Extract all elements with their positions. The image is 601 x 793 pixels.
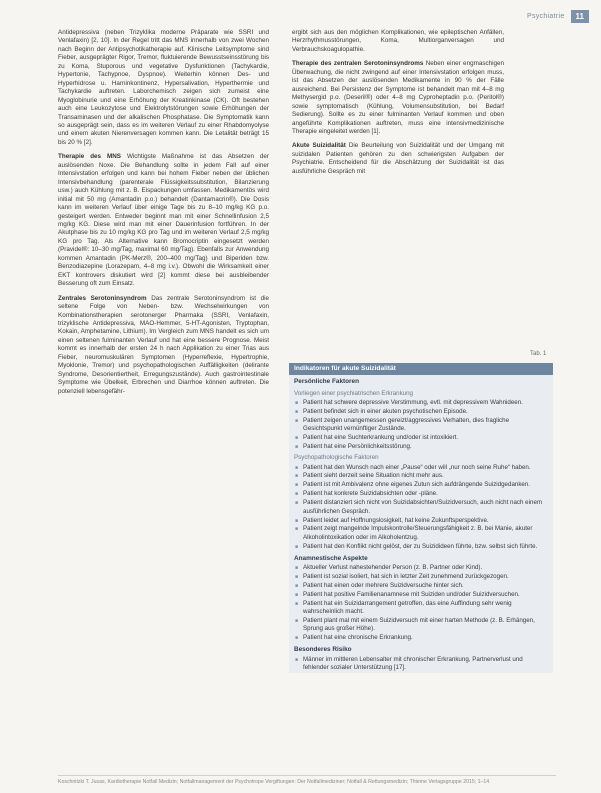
table-title: Indikatoren für akute Suizidalität [289, 363, 553, 375]
bullet-item: ■ Patient hat eine Suchterkrankung und/oder ist intoxikiert. [303, 434, 548, 443]
bullet-item: ■ Patient hat einen oder mehrere Suizidversuche hinter sich. [303, 582, 548, 591]
paragraph [58, 29, 269, 147]
paragraph [58, 153, 269, 288]
bullet-item: ■ Patient hat den Wunsch nach einer „Pause“ oder will „nur noch seine Ruhe“ haben. [303, 464, 548, 473]
table-number: Tab. 1 [530, 351, 547, 357]
paragraph-heading: Therapie des zentralen Serotoninsyndroms [292, 60, 424, 68]
paragraph-heading: Zentrales Serotoninsyndrom [58, 294, 147, 302]
table-section-heading: Persönliche Faktoren [294, 378, 359, 386]
bullet-item: ■ Patient ist sozial isoliert, hat sich in letzter Zeit zunehmend zurückgezogen. [303, 573, 548, 582]
table-body [289, 375, 553, 673]
paragraph [58, 295, 269, 396]
bullet-item: ■ Patient zeigt mangelnde Impulskontrolle/Steuerungsfähigkeit z. B. bei Manie, akuter Alkoholintoxikation oder im Alkoholentzug. [303, 525, 548, 542]
suicidality-table [289, 363, 553, 673]
table-section-heading: Anamnestische Aspekte [294, 554, 368, 562]
table-subheading: Psychopathologische Faktoren [294, 454, 379, 462]
bullet-item: ■ Patient hat positive Familienanamnese mit Suiziden und/oder Suizidversuchen. [303, 591, 548, 600]
paragraph-text: Antidepressiva (neben Trizyklika moderne Präparate wie SSRI und Venlafaxin) [2, 10]. In der Regel tritt das MNS innerhalb von zwei Wochen nach Beginn der Antipsychotikatherapie auf. Klinische Leitsymptome sind Fieber, ausgeprägter Rigor, Tremor, fluktuierende Bewusstseinsstörung bis zu Koma, Stuporous und vegetative Dysfunktionen (Tachykardie, Hypertonie, Tachypnoe, Dyspnoe). Weiterhin können Des- und Hyperhidrose u. Harninkontinenz, Hypersalivation, Hyperthermie und Tachykardie auftreten. Laborchemisch zeigen sich zumeist eine Myoglobinurie und eine Erhöhung der Kreatinkinase (CK). Oft bestehen auch eine Leukozytose und Elektrolytstörungen sowie Erhöhungen der Transaminasen und der alkalischen Phosphatase. Die Symptomatik kann so ausgeprägt sein, dass es im weiteren Verlauf zu einer Rhabdomyolyse und einem akuten Nierenversagen kommen kann. Die Letalität beträgt 15 bis 20 % [2]. [58, 29, 269, 146]
left-column [58, 29, 269, 402]
bullet-item: ■ Patient hat den Konflikt nicht gelöst, der zu Suizidideen führte, bzw. selbst sich führte. [303, 543, 548, 552]
paragraph [292, 29, 504, 54]
paragraph-text: Neben einer engmaschigen Überwachung, die nicht zwingend auf einer Intensivstation erfolgen muss, ist das Absetzen der auslösenden Medikamente in 90 % der Fälle ausreichend. Bei Persistenz der Symptome ist behandelt man mit 4–8 mg Methysergid p.o. (Deseril®) oder 4–8 mg Cyproheptadin p.o. (Peritol®) sowie symptomatisch (Kühlung, Volumensubstitution, bei Bedarf Sedierung). Sollte es zu einer fulminanten Verlauf kommen und oben angeführte Komplikationen auftreten, muss eine intensivmedizinische Therapie eingeleitet werden [1]. [292, 60, 505, 135]
page-number: 11 [571, 10, 589, 23]
bullet-item: ■ Aktueller Verlust nahestehender Person (z. B. Partner oder Kind). [303, 564, 548, 573]
bullet-item: ■ Männer im mittleren Lebensalter mit chronischer Erkrankung, Partnerverlust und fehlender sozialer Unterstützung [17]. [303, 656, 548, 673]
paragraph-text: Das zentrale Serotoninsyndrom ist die seltene Folge von Neben- bzw. Wechselwirkungen von Kombinationstherapien serotonerger Pharmaka (SSRI, Venlafaxin, trizyklische Antidepressiva, MAO-Hemmer, 5-HT-Agonisten, Tryptophan, Kokain, Amphetamine, Lithium). Im Vergleich zum MNS handelt es sich um einen seltenen fulminanten Verlauf und hat eine bessere Prognose. Meist kommt es innerhalb der ersten 24 h nach Applikation zu einer Trias aus Fieber, neuromuskulären Symptomen (Hyperreflexie, Hypertrophie, Myoklonie, Tremor) und psychopathologischen Auffälligkeiten (delirante Syndrome, Desorientiertheit, Erregungszustände). Auch gastrointestinale Symptome wie Übelkeit, Erbrechen und Diarrhoe können auftreten. Die potenziell lebensgefähr- [58, 294, 269, 395]
bullet-item: ■ Patient hat schwere depressive Verstimmung, evtl. mit depressivem Wahnideen. [303, 399, 548, 408]
bullet-item: ■ Patient leidet auf Hoffnungslosigkeit, hat keine Zukunftsperspektive. [303, 517, 548, 526]
section-title: Psychiatrie [526, 13, 565, 20]
footer-citation: Koschnitzki T. Jusas, Kardiotherapie Notfall Medizin; Notfallmanagement der Psychotrope Vergiftungen: Der Notfallmediziner; Notfall & Rettungsmedizin; Thieme Verlagsgruppe 2015; 1–14 [58, 775, 556, 785]
bullet-item: ■ Patient hat eine Persönlichkeitsstörung. [303, 443, 548, 452]
table-subheading: Vorliegen einer psychiatrischen Erkrankung [294, 389, 414, 397]
page-header [527, 10, 589, 23]
paragraph [292, 142, 504, 176]
bullet-item: ■ Patient ist mit Ambivalenz ohne eigenes Zutun sich aufdrängende Suizidgedanken. [303, 481, 548, 490]
bullet-item: ■ Patient hat ein Suizidarrangement getroffen, das eine Auffindung sehr wenig wahrscheinlich macht. [303, 600, 548, 617]
paragraph-heading: Akute Suizidalität [292, 142, 346, 150]
bullet-list [289, 399, 553, 452]
paragraph-text: Die Beurteilung von Suizidalität und der Umgang mit suizidalen Patienten gehören zu den schwierigsten Aufgaben der Psychiatrie. Entscheidend für die Abschätzung der Suizidalität ist das ausführliche Gespräch mit [292, 142, 504, 175]
bullet-item: ■ Patient hat konkrete Suizidabsichten oder -pläne. [303, 490, 548, 499]
table-section-heading: Besonderes Risiko [294, 646, 352, 654]
bullet-list [289, 464, 553, 552]
paragraph-text: ergibt sich aus den möglichen Komplikationen, wie epileptischen Anfällen, Herzrhythmusstörungen, Koma, Multiorganversagen und Verbrauchskoagulopathie. [292, 29, 504, 53]
bullet-item: ■ Patient distanziert sich nicht von Suizidabsichten/Suizidversuch, auch nicht nach einem ausführlichen Gespräch. [303, 499, 548, 516]
bullet-item: ■ Patient befindet sich in einer akuten psychotischen Episode. [303, 408, 548, 417]
paragraph [292, 60, 504, 136]
right-column [292, 29, 504, 182]
paragraph-heading: Therapie des MNS [58, 153, 121, 161]
bullet-list [289, 656, 553, 673]
bullet-list [289, 564, 553, 643]
bullet-item: ■ Patient sieht derzeit seine Situation nicht mehr aus. [303, 472, 548, 481]
bullet-item: ■ Patient zeigen unangemessen gereizt/aggressives Verhalten, dies fragliche Gesichtspunkt vernünftiger Zustände. [303, 417, 548, 434]
paragraph-text: Wichtigste Maßnahme ist das Absetzen der auslösenden Noxe. Die Behandlung sollte in jedem Fall auf einer Intensivstation erfolgen und kann bei hohem Fieber neben der üblichen Intensivbehandlung (parenterale Flüssigkeitssubstitution, Bilanzierung usw.) auch Kühlung mit z. B. Eispackungen umfassen. Medikamentös wird initial mit 50 mg (Amantadin p.o.) behandelt (Dantamacrin®). Die Dosis kann im weiteren Verlauf über einige Tage bis zu 8–10 mg/kg KG p.o. gesteigert werden. Entweder beginnt man mit einer Schnellinfusion 2,5 mg/kg KG. Diese wird man mit einer Dauerinfusion fortführen. In der Akutphase bis zu 10 mg/kg KG pro Tag und im weiteren Verlauf 2,5 mg/kg KG pro Tag. Als Alternative kann Bromocriptin eingesetzt werden (Pravidel®: 10–30 mg/Tag, maximal 60 mg/Tag). Ebenfalls zur Anwendung kommen Amantadin (PK-Merz®, 200–400 mg/Tag) und Biperiden bzw. Benzodiazepine (Lorazepam, 4–8 mg i.v.). Obwohl die Wirksamkeit einer EKT kontrovers diskutiert wird [2] kommt diese bei ausbleibender Besserung oft zum Einsatz. [58, 153, 269, 288]
bullet-item: ■ Patient plant mal mit einem Suizidversuch mit einer harten Methode (z. B. Erhängen, Sprung aus großer Höhe). [303, 617, 548, 634]
bullet-item: ■ Patient hat eine chronische Erkrankung. [303, 634, 548, 643]
